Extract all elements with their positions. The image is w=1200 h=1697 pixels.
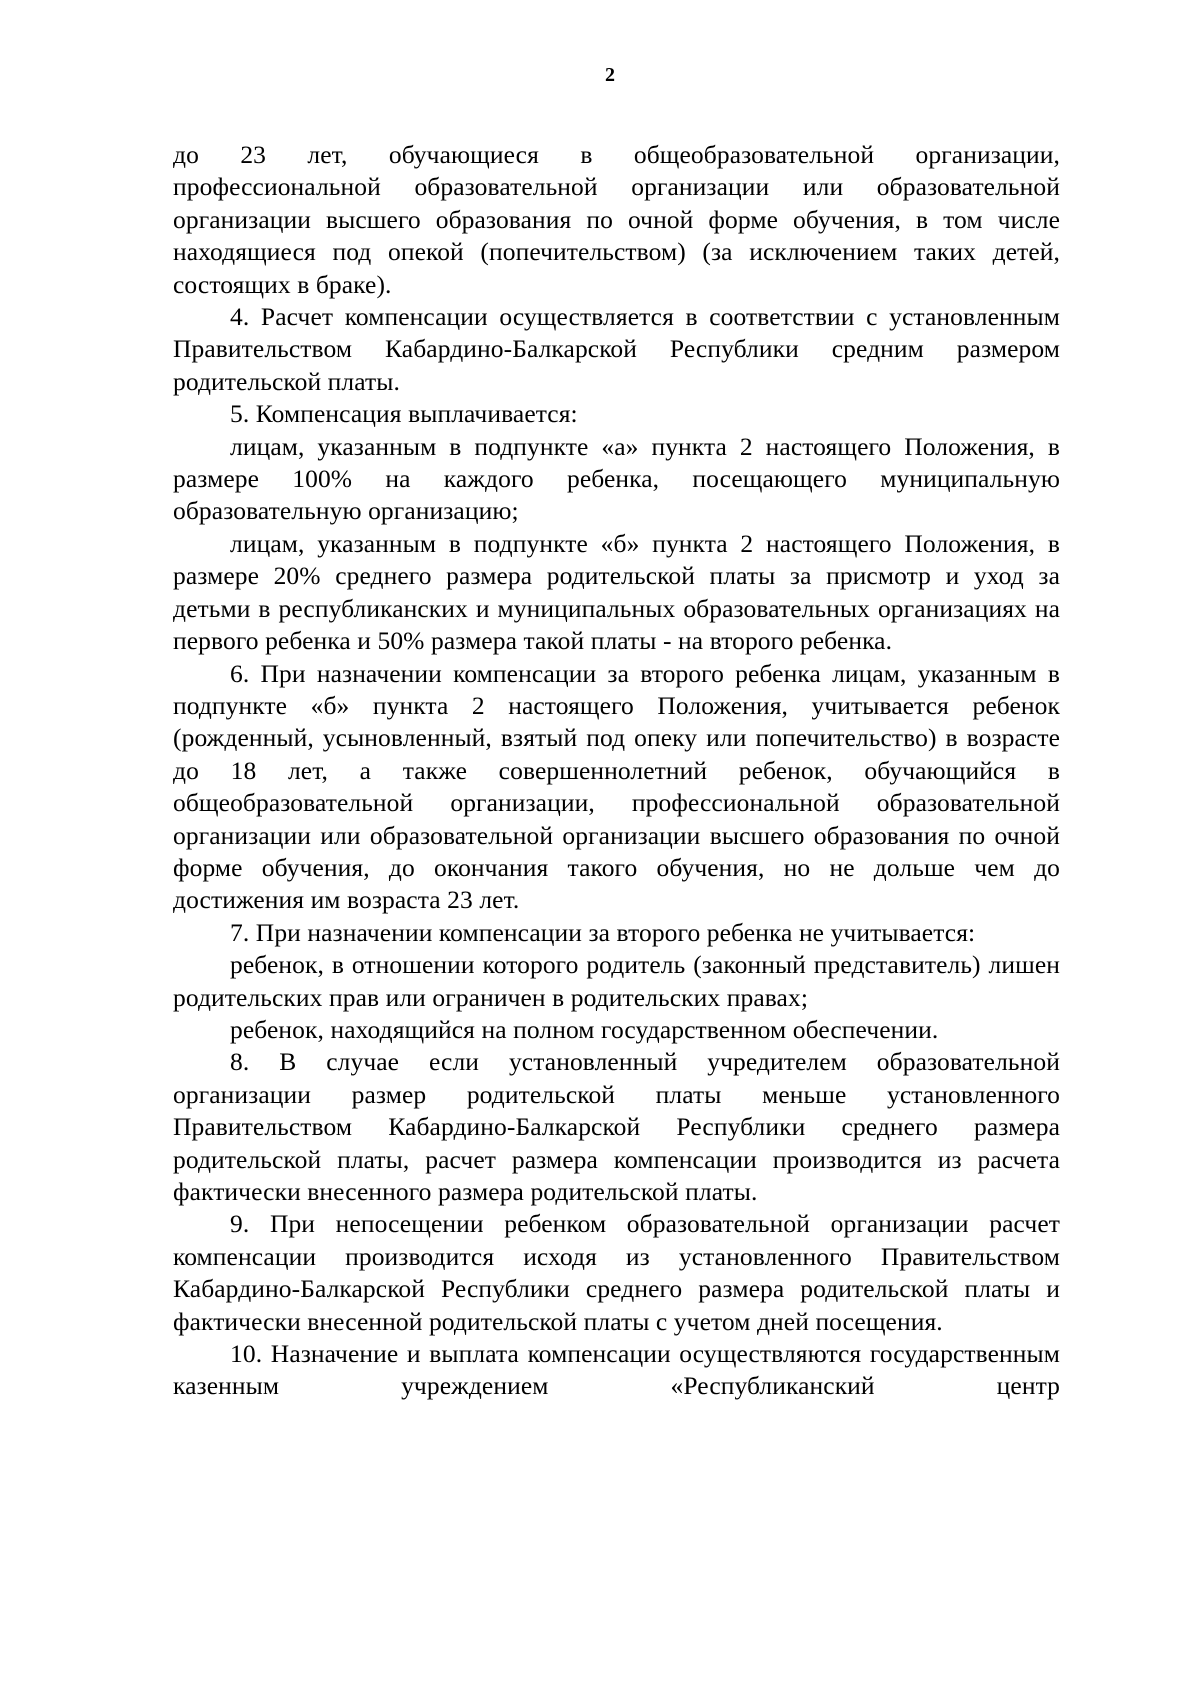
paragraph-item-7-a: ребенок, в отношении которого родитель (законный представитель) лишен родительских прав или ограничен в родительских правах; — [173, 950, 1060, 1012]
page-number: 2 — [605, 64, 615, 86]
paragraph-item-7: 7. При назначении компенсации за второго ребенка не учитывается: — [230, 917, 976, 947]
paragraph-continuation: до 23 лет, обучающиеся в общеобразовательной организации, профессиональной образовательной организации или образовательной организации высшего образования по очной форме обучения, в том числе находящиеся под опекой (попечительством) (за исключением таких детей, состоящих в браке). — [173, 140, 1060, 299]
document-body — [173, 139, 1060, 1403]
paragraph-item-7-b: ребенок, находящийся на полном государственном обеспечении. — [230, 1014, 939, 1044]
paragraph-item-5-a: лицам, указанным в подпункте «а» пункта 2 настоящего Положения, в размере 100% на каждого ребенка, посещающего муниципальную образовательную организацию; — [173, 431, 1060, 526]
paragraph-item-9: 9. При непосещении ребенком образовательной организации расчет компенсации производится исходя из установленного Правительством Кабардино-Балкарской Республики среднего размера родительской платы и фактически внесенной родительской платы с учетом дней посещения. — [173, 1209, 1060, 1336]
paragraph-item-10: 10. Назначение и выплата компенсации осуществляются государственным казенным учреждением «Республиканский центр — [173, 1339, 1060, 1401]
paragraph-item-8: 8. В случае если установленный учредителем образовательной организации размер родительской платы меньше установленного Правительством Кабардино-Балкарской Республики среднего размера родительской платы, расчет размера компенсации производится из расчета фактически внесенного размера родительской платы. — [173, 1047, 1060, 1206]
paragraph-item-5-b: лицам, указанным в подпункте «б» пункта 2 настоящего Положения, в размере 20% среднего размера родительской платы за присмотр и уход за детьми в республиканских и муниципальных образовательных организациях на первого ребенка и 50% размера такой платы - на второго ребенка. — [173, 528, 1060, 656]
paragraph-item-5: 5. Компенсация выплачивается: — [230, 399, 578, 429]
paragraph-item-6: 6. При назначении компенсации за второго ребенка лицам, указанным в подпункте «б» пункта 2 настоящего Положения, учитывается ребенок (рожденный, усыновленный, взятый под опеку или попечительство) в возрасте до 18 лет, а также совершеннолетний ребенок, обучающийся в общеобразовательной организации, профессиональной образовательной организации или образовательной организации высшего образования по очной форме обучения, до окончания такого обучения, но не дольше чем до достижения им возраста 23 лет. — [173, 658, 1060, 915]
paragraph-item-4: 4. Расчет компенсации осуществляется в соответствии с установленным Правительством Кабардино-Балкарской Республики средним размером родительской платы. — [173, 302, 1060, 396]
